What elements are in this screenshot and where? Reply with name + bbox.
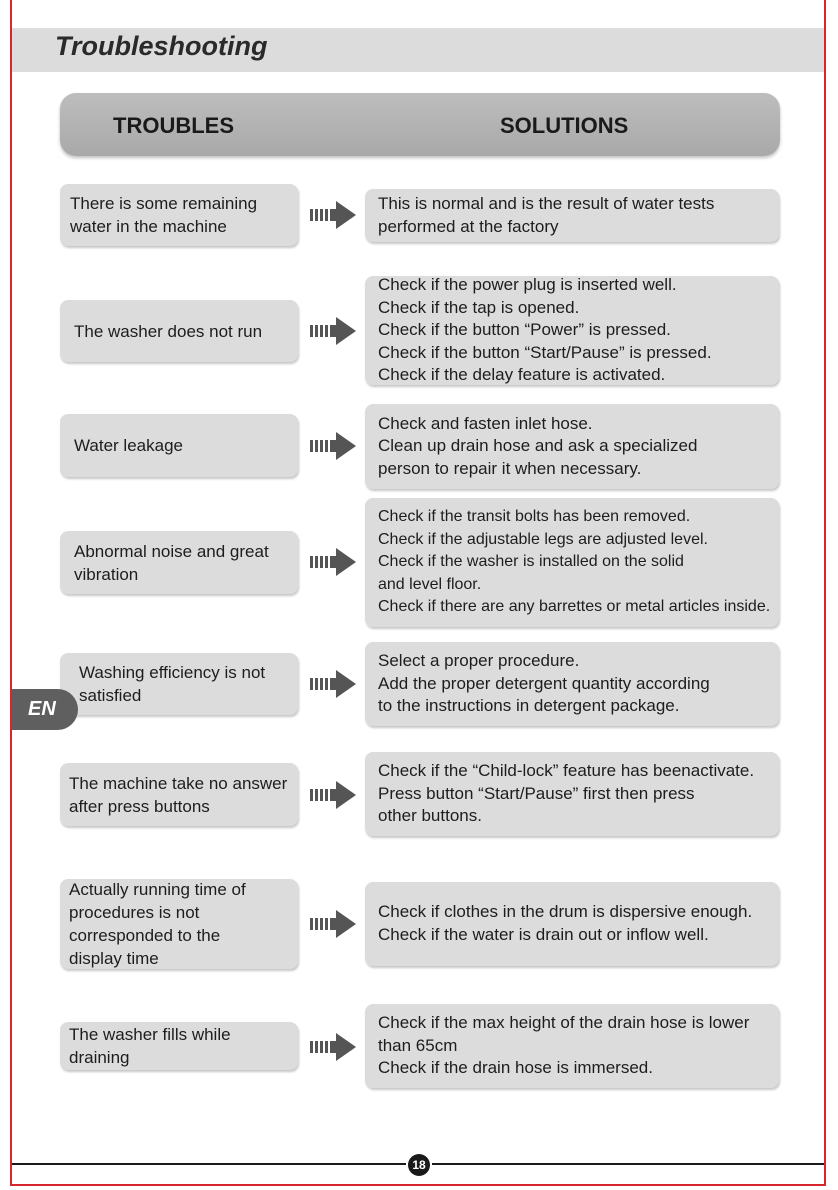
troubles-header: TROUBLES [113, 113, 234, 138]
solution-box [365, 498, 779, 627]
trouble-box [60, 879, 298, 969]
trouble-text: Actually running time of procedures is not corresponded to the display time [69, 880, 246, 968]
right-arrow-icon [310, 430, 356, 462]
solution-text: Check if the power plug is inserted well. Check if the tap is opened. Check if the button “Power” is pressed. Check if the button “Start/Pause” is pressed. Check if the delay feature is activated. [378, 275, 712, 385]
trouble-text: The washer does not run [74, 321, 263, 341]
right-arrow-icon [310, 668, 356, 700]
right-arrow-icon [310, 315, 356, 347]
right-arrow-icon [310, 779, 356, 811]
trouble-text: The machine take no answer after press buttons [69, 773, 288, 816]
solution-text: Check if the transit bolts has been removed. Check if the adjustable legs are adjusted level. Check if the washer is installed on the solid and level floor. Check if there are any barrettes or metal articles inside. [378, 508, 771, 616]
solution-text: Check if clothes in the drum is dispersive enough. Check if the water is drain out or inflow well. [378, 902, 753, 944]
solution-text: Check if the “Child-lock” feature has beenactivate. Press button “Start/Pause” first then press other buttons. [378, 761, 755, 826]
solution-text: Check if the max height of the drain hose is lower than 65cm Check if the drain hose is immersed. [378, 1013, 750, 1078]
solution-box [365, 276, 779, 385]
trouble-text: Water leakage [74, 436, 183, 455]
page-number: 18 [408, 1154, 430, 1176]
right-arrow-icon [310, 546, 356, 578]
solution-text: This is normal and is the result of water tests performed at the factory [378, 193, 715, 236]
right-arrow-icon [310, 1031, 356, 1063]
right-arrow-icon [310, 908, 356, 940]
trouble-text: The washer fills while draining [69, 1025, 231, 1067]
language-tab [12, 689, 78, 730]
language-label: EN [28, 698, 56, 720]
solution-box [365, 404, 779, 489]
trouble-box [60, 531, 298, 594]
trouble-box [60, 1022, 298, 1070]
solution-box [365, 752, 779, 836]
solution-box [365, 642, 779, 726]
footer-divider-right [432, 1163, 824, 1165]
footer-divider-left [12, 1163, 406, 1165]
trouble-text: There is some remaining water in the machine [70, 194, 258, 236]
solution-text: Select a proper procedure. Add the proper detergent quantity according to the instructions in detergent package. [378, 651, 710, 716]
solutions-header: SOLUTIONS [500, 113, 629, 138]
trouble-box [60, 184, 298, 246]
solution-box [365, 882, 779, 966]
page-title: Troubleshooting [55, 31, 268, 61]
right-arrow-icon [310, 199, 356, 231]
trouble-text: Abnormal noise and great vibration [74, 541, 269, 584]
solution-text: Check and fasten inlet hose. Clean up drain hose and ask a specialized person to repair it when necessary. [378, 413, 698, 478]
trouble-box [60, 763, 298, 826]
solution-box [365, 1004, 779, 1088]
trouble-text: Washing efficiency is not satisfied [79, 663, 266, 705]
trouble-box [60, 414, 298, 477]
solution-box [365, 189, 779, 242]
trouble-box [60, 300, 298, 362]
trouble-box [60, 653, 298, 715]
